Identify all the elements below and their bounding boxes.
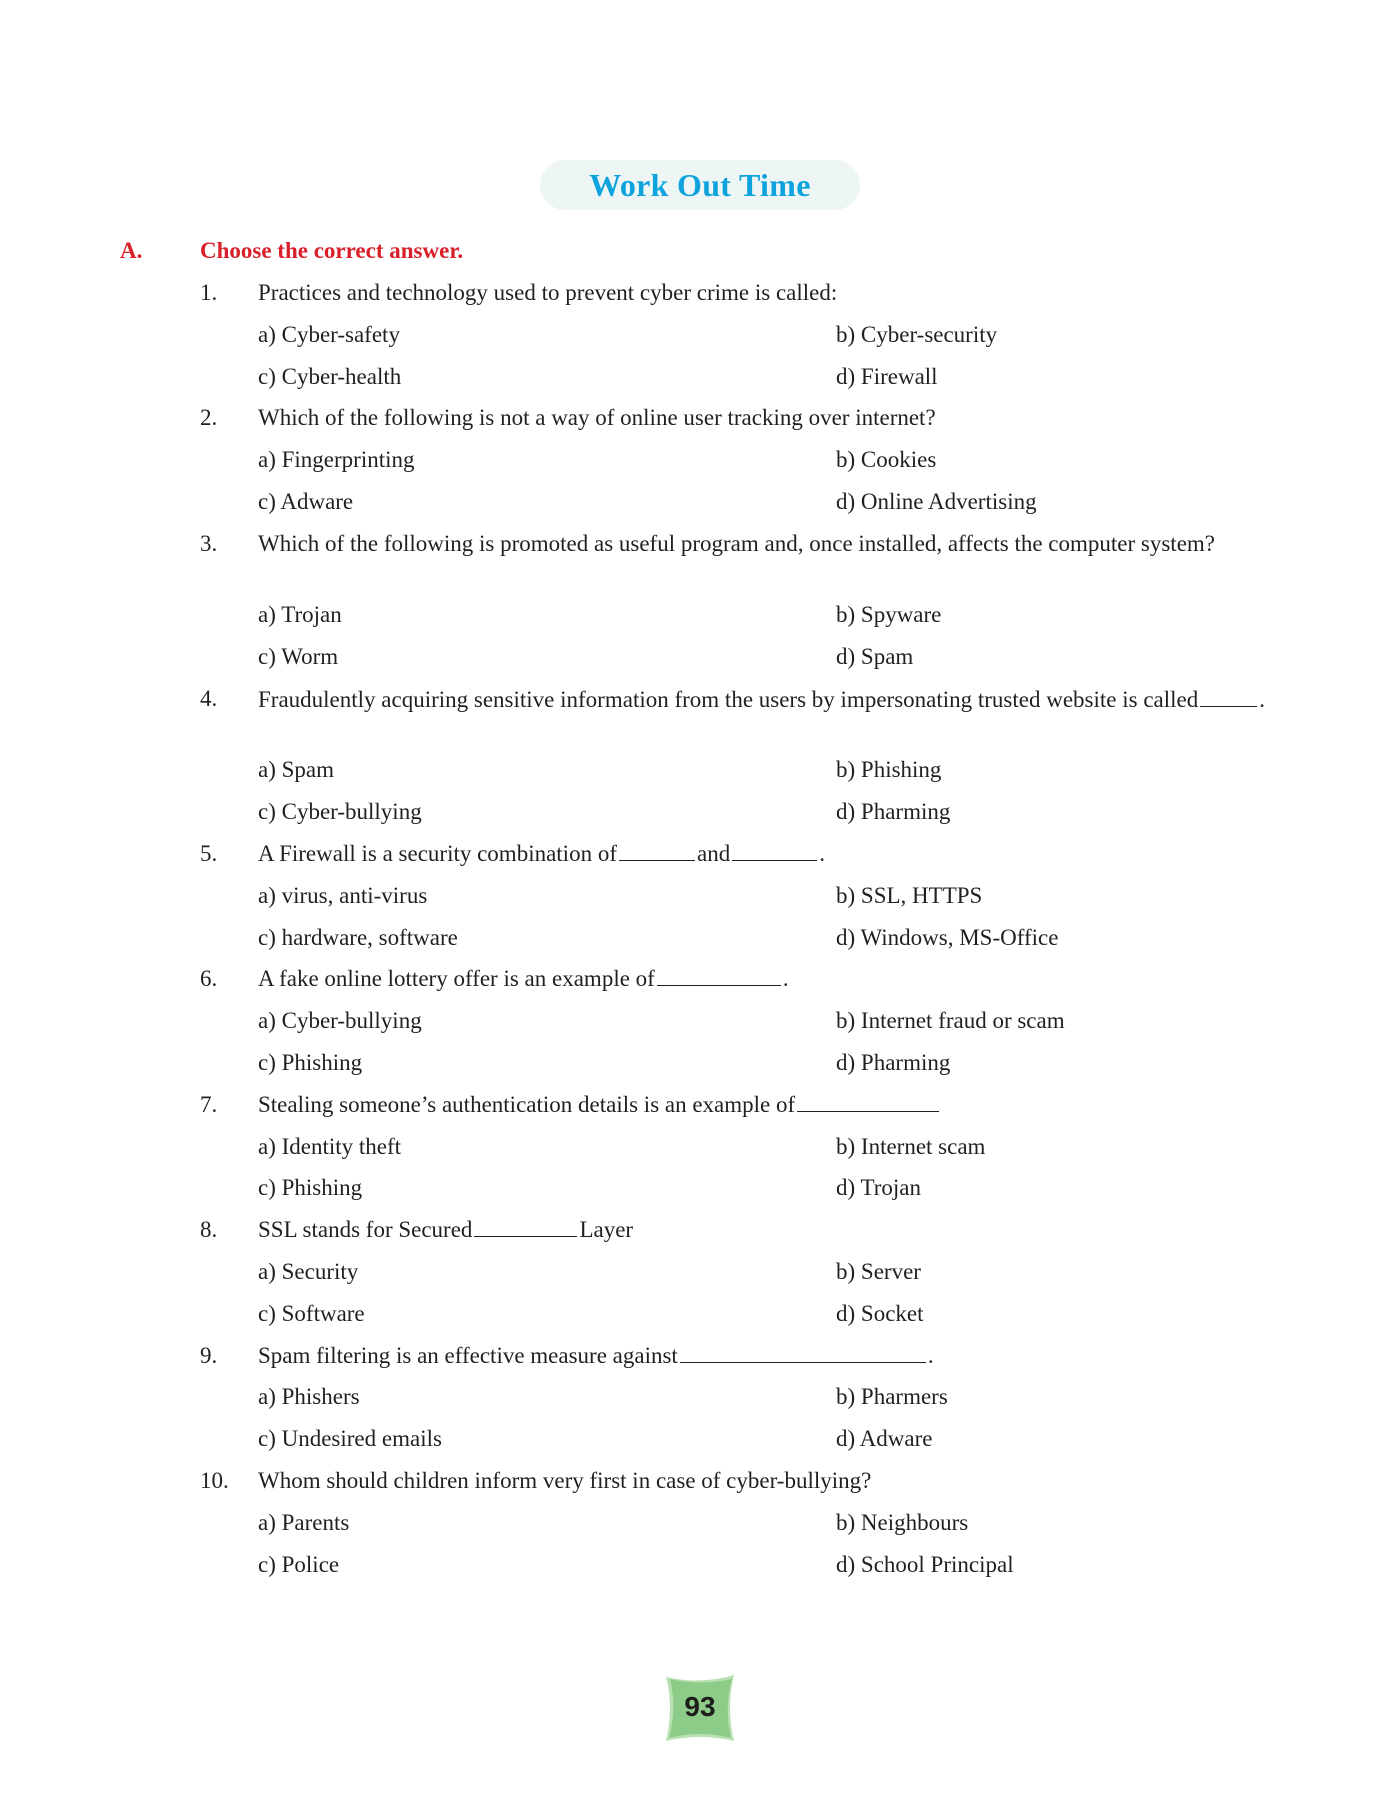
options-row	[200, 1544, 1300, 1586]
options-row	[200, 636, 1300, 678]
question-text-part: Whom should children inform very first in case of cyber-bullying?	[258, 1467, 872, 1493]
question-number: 8.	[200, 1217, 218, 1243]
question-text-part: .	[782, 966, 789, 992]
answer-option: c) Worm	[258, 644, 339, 670]
question-row	[200, 397, 1300, 439]
question-number: 5.	[200, 840, 218, 866]
answer-option: c) Software	[258, 1300, 365, 1326]
answer-blank	[732, 838, 817, 861]
options-row	[200, 1376, 1300, 1418]
answer-option: b) SSL, HTTPS	[836, 882, 983, 908]
question-row	[200, 1460, 1300, 1502]
question-number: 6.	[200, 966, 218, 992]
answer-option: d) Online Advertising	[836, 488, 1037, 514]
question-text-part: A Firewall is a security combination of	[258, 840, 617, 866]
question-row	[200, 523, 1300, 595]
question-text-part: Which of the following is promoted as useful program and, once installed, affects the computer system?	[258, 530, 1216, 556]
question-number: 9.	[200, 1342, 218, 1368]
answer-option: d) Spam	[836, 644, 914, 670]
answer-option: b) Cyber-security	[836, 321, 998, 347]
section-heading: Choose the correct answer.	[200, 238, 464, 263]
question-text-part: Layer	[579, 1217, 634, 1243]
answer-option: c) Undesired emails	[258, 1426, 442, 1452]
answer-option: b) Server	[836, 1258, 921, 1284]
question-text-part: SSL stands for Secured	[258, 1217, 473, 1243]
question-text	[258, 1460, 1300, 1502]
answer-option: c) Adware	[258, 488, 354, 514]
answer-option: a) Trojan	[258, 602, 342, 628]
answer-option: b) Neighbours	[836, 1509, 969, 1535]
answer-option: b) Internet fraud or scam	[836, 1008, 1065, 1034]
options-row	[200, 439, 1300, 481]
options-row	[200, 1251, 1300, 1293]
question-number: 1.	[200, 280, 218, 305]
answer-blank	[474, 1214, 577, 1237]
options-row	[200, 875, 1300, 917]
options-row	[200, 1000, 1300, 1042]
question-number: 10.	[200, 1467, 229, 1493]
answer-option: b) Pharmers	[836, 1384, 948, 1410]
title-banner	[540, 160, 860, 210]
section-letter: A.	[120, 238, 143, 263]
question-list	[200, 272, 1300, 1585]
question-row	[200, 958, 1300, 1000]
question-number: 4.	[200, 685, 218, 711]
answer-option: d) Adware	[836, 1426, 933, 1452]
page-number: 93	[684, 1691, 716, 1722]
options-row	[200, 1042, 1300, 1084]
page-title: Work Out Time	[589, 166, 811, 203]
options-row	[200, 356, 1300, 398]
question-row	[200, 833, 1300, 875]
answer-option: c) Cyber-health	[258, 363, 402, 389]
answer-option: d) Socket	[836, 1300, 924, 1326]
answer-option: a) Fingerprinting	[258, 447, 415, 473]
question-text-part: Stealing someone’s authentication details is an example of	[258, 1091, 796, 1117]
answer-option: a) Cyber-safety	[258, 321, 400, 347]
question-row	[200, 1209, 1300, 1251]
question-row	[200, 1335, 1300, 1377]
answer-option: d) Windows, MS-Office	[836, 924, 1059, 950]
options-row	[200, 1167, 1300, 1209]
options-row	[200, 1502, 1300, 1544]
answer-option: a) Identity theft	[258, 1133, 402, 1159]
question-number: 3.	[200, 530, 218, 556]
question-text	[258, 529, 1300, 559]
answer-blank	[1200, 684, 1257, 707]
question-text	[258, 684, 1300, 715]
answer-option: d) Trojan	[836, 1175, 921, 1201]
question-text	[258, 397, 1300, 439]
answer-option: b) Spyware	[836, 602, 942, 628]
answer-option: d) Pharming	[836, 1049, 951, 1075]
answer-blank	[797, 1089, 939, 1112]
question-text	[258, 958, 1300, 1000]
options-row	[200, 594, 1300, 636]
answer-option: c) Phishing	[258, 1049, 363, 1075]
answer-option: d) Pharming	[836, 799, 951, 825]
answer-blank	[680, 1340, 926, 1363]
answer-option: c) Police	[258, 1551, 340, 1577]
answer-option: d) Firewall	[836, 363, 938, 389]
question-text-part: .	[1259, 686, 1265, 712]
question-text-part: Which of the following is not a way of online user tracking over internet?	[258, 405, 936, 431]
question-text-part: Practices and technology used to prevent cyber crime is called:	[258, 280, 838, 305]
question-row	[200, 678, 1300, 750]
question-text	[258, 833, 1300, 875]
question-text-part: .	[819, 840, 825, 866]
question-row	[200, 1084, 1300, 1126]
answer-option: b) Phishing	[836, 757, 942, 783]
answer-option: c) Cyber-bullying	[258, 799, 422, 825]
question-text-part: A fake online lottery offer is an example of	[258, 966, 655, 992]
question-text	[258, 272, 1300, 314]
question-text-part: Spam filtering is an effective measure against	[258, 1342, 678, 1368]
options-row	[200, 791, 1300, 833]
answer-blank	[619, 838, 695, 861]
answer-option: b) Internet scam	[836, 1133, 986, 1159]
question-row	[200, 272, 1300, 314]
answer-option: a) Cyber-bullying	[258, 1008, 422, 1034]
options-row	[200, 1126, 1300, 1168]
question-text	[258, 1209, 1300, 1251]
options-row	[200, 749, 1300, 791]
answer-blank	[657, 963, 781, 986]
question-text	[258, 1084, 1300, 1126]
options-row	[200, 917, 1300, 959]
question-text-part: .	[927, 1342, 934, 1368]
answer-option: a) Spam	[258, 757, 335, 783]
options-row	[200, 1293, 1300, 1335]
answer-option: a) Parents	[258, 1509, 350, 1535]
question-number: 2.	[200, 405, 218, 431]
question-number: 7.	[200, 1091, 218, 1117]
question-text	[258, 1335, 1300, 1377]
question-text-part: and	[696, 840, 731, 866]
options-row	[200, 1418, 1300, 1460]
answer-option: c) hardware, software	[258, 924, 458, 950]
options-row	[200, 481, 1300, 523]
answer-option: b) Cookies	[836, 447, 937, 473]
section-header	[120, 234, 464, 268]
options-row	[200, 314, 1300, 356]
question-text-part: Fraudulently acquiring sensitive information from the users by impersonating trusted website is called	[258, 686, 1199, 712]
answer-option: d) School Principal	[836, 1551, 1014, 1577]
answer-option: a) Security	[258, 1258, 359, 1284]
answer-option: c) Phishing	[258, 1175, 363, 1201]
answer-option: a) virus, anti-virus	[258, 882, 428, 908]
page-number-badge	[664, 1673, 736, 1743]
answer-option: a) Phishers	[258, 1384, 360, 1410]
